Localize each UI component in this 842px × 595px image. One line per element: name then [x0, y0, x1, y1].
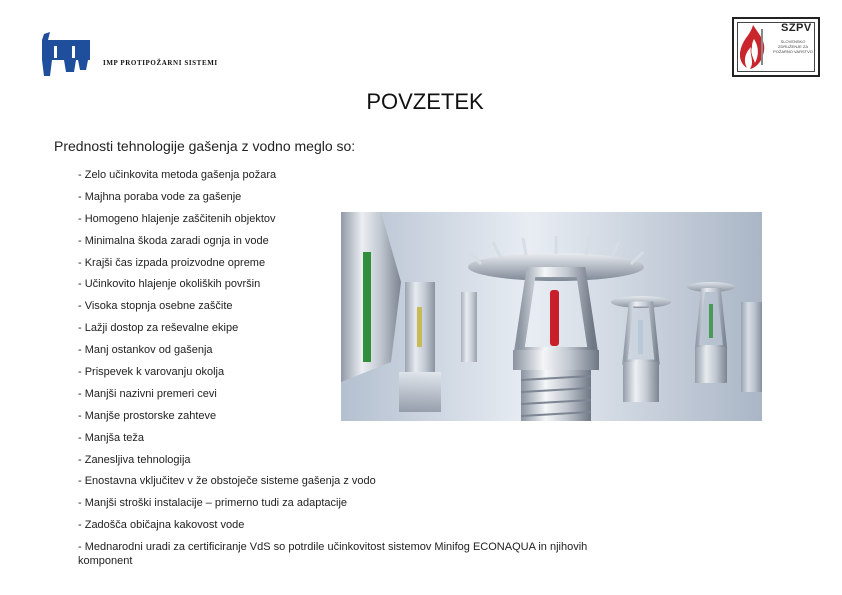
list-item: - Majhna poraba vode za gašenje	[78, 190, 242, 203]
list-item: - Zadošča običajna kakovost vode	[78, 519, 245, 532]
szpv-full-name: SLOVENSKO ZDRUŽENJE ZA POŽARNO VARSTVO	[773, 39, 813, 54]
imp-logo	[42, 30, 92, 78]
intro-text: Prednosti tehnologije gašenja z vodno meglo so:	[54, 138, 356, 154]
flame-icon	[737, 23, 769, 71]
list-item: - Manjše prostorske zahteve	[78, 409, 217, 422]
page-title: POVZETEK	[366, 89, 484, 114]
list-item: - Krajši čas izpada proizvodne opreme	[78, 256, 266, 269]
company-name: IMP PROTIPOŽARNI SISTEMI	[103, 59, 218, 67]
list-item: - Učinkovito hlajenje okoliških površin	[78, 278, 261, 291]
szpv-logo	[732, 17, 820, 77]
list-item: - Manjši stroški instalacije – primerno tudi za adaptacije	[78, 497, 348, 510]
szpv-abbreviation: SZPV	[781, 22, 812, 34]
list-item: - Minimalna škoda zaradi ognja in vode	[78, 234, 269, 247]
list-item: - Homogeno hlajenje zaščitenih objektov	[78, 212, 276, 225]
list-item: - Manj ostankov od gašenja	[78, 344, 213, 357]
list-item: - Zanesljiva tehnologija	[78, 453, 191, 466]
list-item: - Visoka stopnja osebne zaščite	[78, 300, 233, 313]
list-item: - Prispevek k varovanju okolja	[78, 366, 225, 379]
sprinkler-photo	[341, 212, 762, 421]
list-item: - Enostavna vključitev v že obstoječe sisteme gašenja z vodo	[78, 475, 376, 488]
list-item: - Manjša teža	[78, 431, 145, 444]
list-item: - Zelo učinkovita metoda gašenja požara	[78, 169, 277, 181]
list-item: - Mednarodni uradi za certificiranje VdS so potrdile učinkovitost sistemov Minifog ECONAQUA in njihovih komponent	[78, 541, 588, 568]
list-item: - Manjši nazivni premeri cevi	[78, 387, 217, 400]
list-item: - Lažji dostop za reševalne ekipe	[78, 322, 239, 335]
